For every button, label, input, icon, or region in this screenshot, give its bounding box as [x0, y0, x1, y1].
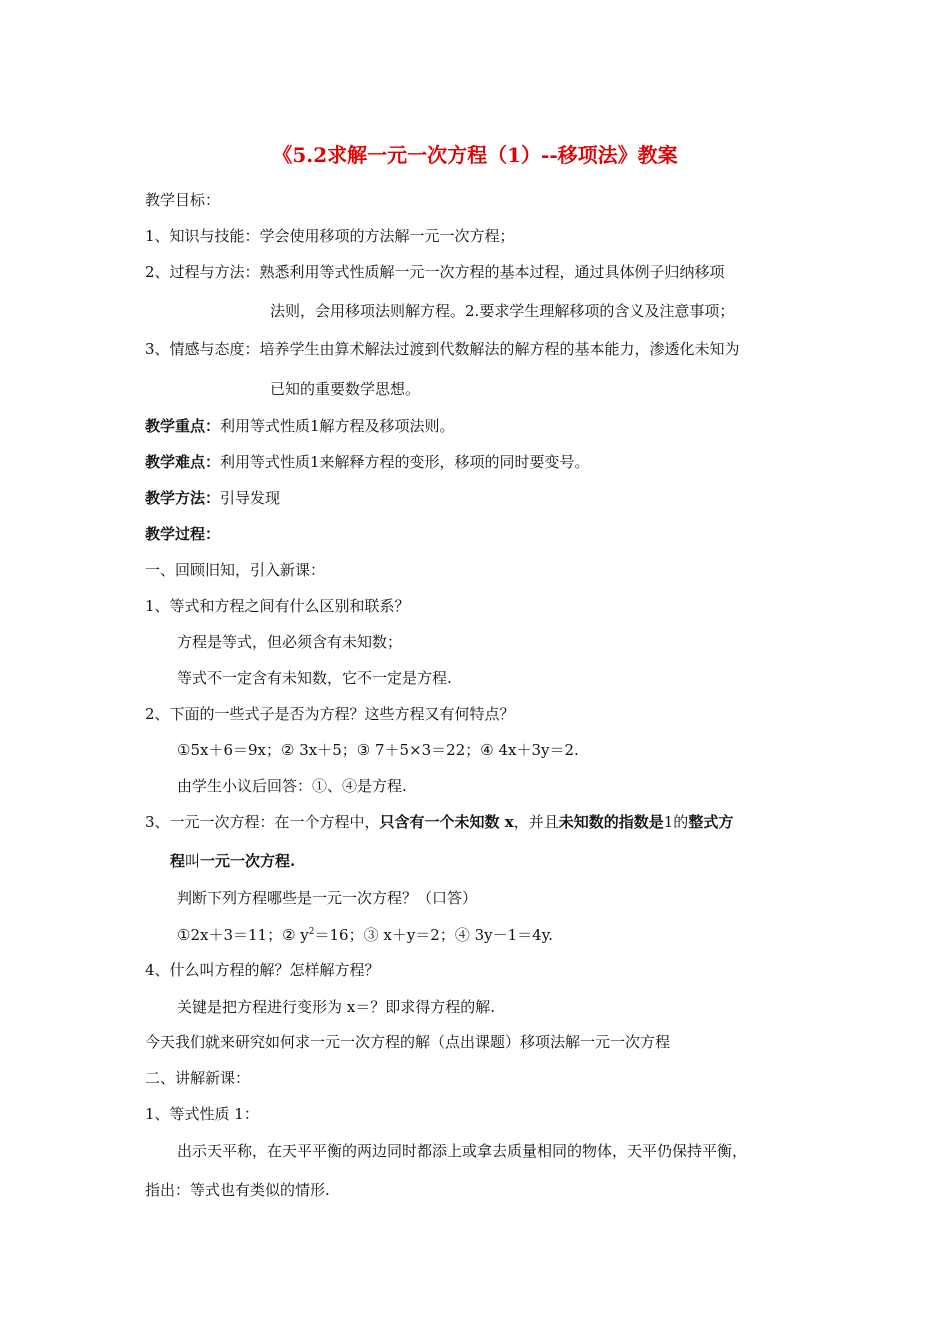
key-point-text: 利用等式性质1解方程及移项法则。: [220, 417, 455, 435]
answer-1b: 等式不一定含有未知数，它不一定是方程.: [177, 669, 452, 687]
q3-items-a: ①2x＋3＝11；② y: [177, 926, 309, 944]
method: [145, 488, 280, 508]
document-title: 《5.2求解一元一次方程（1）--移项法》教案: [272, 143, 678, 167]
q3-bold-1: 只含有一个未知数 x: [379, 813, 514, 831]
q3-bold-3: 整式方: [688, 813, 734, 831]
process-heading: 教学过程：: [145, 525, 221, 543]
section2-point1: 1、等式性质 1：: [145, 1105, 259, 1123]
question-3-task: 判断下列方程哪些是一元一次方程？（口答）: [177, 889, 478, 907]
question-3-line1: [145, 812, 733, 832]
q3-l2-bold-2: 一元一次方程.: [200, 852, 296, 870]
section2-point1-text: 出示天平称，在天平平衡的两边同时都添上或拿去质量相同的物体，天平仍保持平衡，: [177, 1142, 748, 1160]
goal-2-line2: 法则，会用移项法则解方程。2.要求学生理解移项的含义及注意事项；: [270, 302, 735, 320]
question-2-items: ①5x＋6＝9x；② 3x＋5；③ 7＋5×3＝22；④ 4x＋3y＝2.: [177, 741, 579, 759]
q3-l2-mid: 叫: [185, 852, 201, 870]
key-point: [145, 416, 455, 436]
q3-items-b: ＝16；③ x＋y＝2；④ 3y－1＝4y.: [314, 926, 553, 944]
goal-2-line1: 2、过程与方法：熟悉利用等式性质解一元一次方程的基本过程，通过具体例子归纳移项: [145, 263, 725, 281]
difficulty: [145, 452, 590, 472]
difficulty-label: 教学难点：: [145, 453, 221, 471]
question-3-line2: [170, 851, 295, 871]
question-1: 1、等式和方程之间有什么区别和联系？: [145, 597, 410, 615]
question-2: 2、下面的一些式子是否为方程？这些方程又有何特点？: [145, 705, 515, 723]
q3-mid: ，并且: [513, 813, 559, 831]
method-text: 引导发现: [220, 489, 281, 507]
question-4: 4、什么叫方程的解？怎样解方程？: [145, 961, 380, 979]
goals-heading: 教学目标：: [145, 191, 221, 209]
goal-3-line1: 3、情感与态度：培养学生由算术解法过渡到代数解法的解方程的基本能力，渗透化未知为: [145, 340, 740, 358]
goal-3-line2: 已知的重要数学思想。: [270, 380, 421, 398]
q3-num: 1: [663, 813, 674, 831]
section2-heading: 二、讲解新课：: [145, 1069, 251, 1087]
q3-mid2: 的: [673, 813, 689, 831]
section2-point1-text2: 指出：等式也有类似的情形.: [145, 1181, 330, 1199]
goal-1: 1、知识与技能：学会使用移项的方法解一元一次方程；: [145, 227, 515, 245]
key-point-label: 教学重点：: [145, 417, 221, 435]
answer-1a: 方程是等式，但必须含有未知数；: [177, 633, 403, 651]
question-2-answer: 由学生小议后回答：①、④是方程.: [177, 777, 407, 795]
q3-items-sup: 2: [308, 927, 315, 937]
question-3-items: [177, 925, 553, 945]
q3-bold-2: 未知数的指数是: [558, 813, 664, 831]
answer-4: 关键是把方程进行变形为 x＝？即求得方程的解.: [177, 998, 495, 1016]
q3-l2-bold-1: 程: [170, 852, 186, 870]
difficulty-text: 利用等式性质1来解释方程的变形，移项的同时要变号。: [220, 453, 590, 471]
method-label: 教学方法：: [145, 489, 221, 507]
section1-heading: 一、回顾旧知，引入新课：: [145, 561, 326, 579]
intro-line: 今天我们就来研究如何求一元一次方程的解（点出课题）移项法解一元一次方程: [145, 1033, 671, 1051]
q3-pre: 3、一元一次方程：在一个方程中，: [145, 813, 380, 831]
